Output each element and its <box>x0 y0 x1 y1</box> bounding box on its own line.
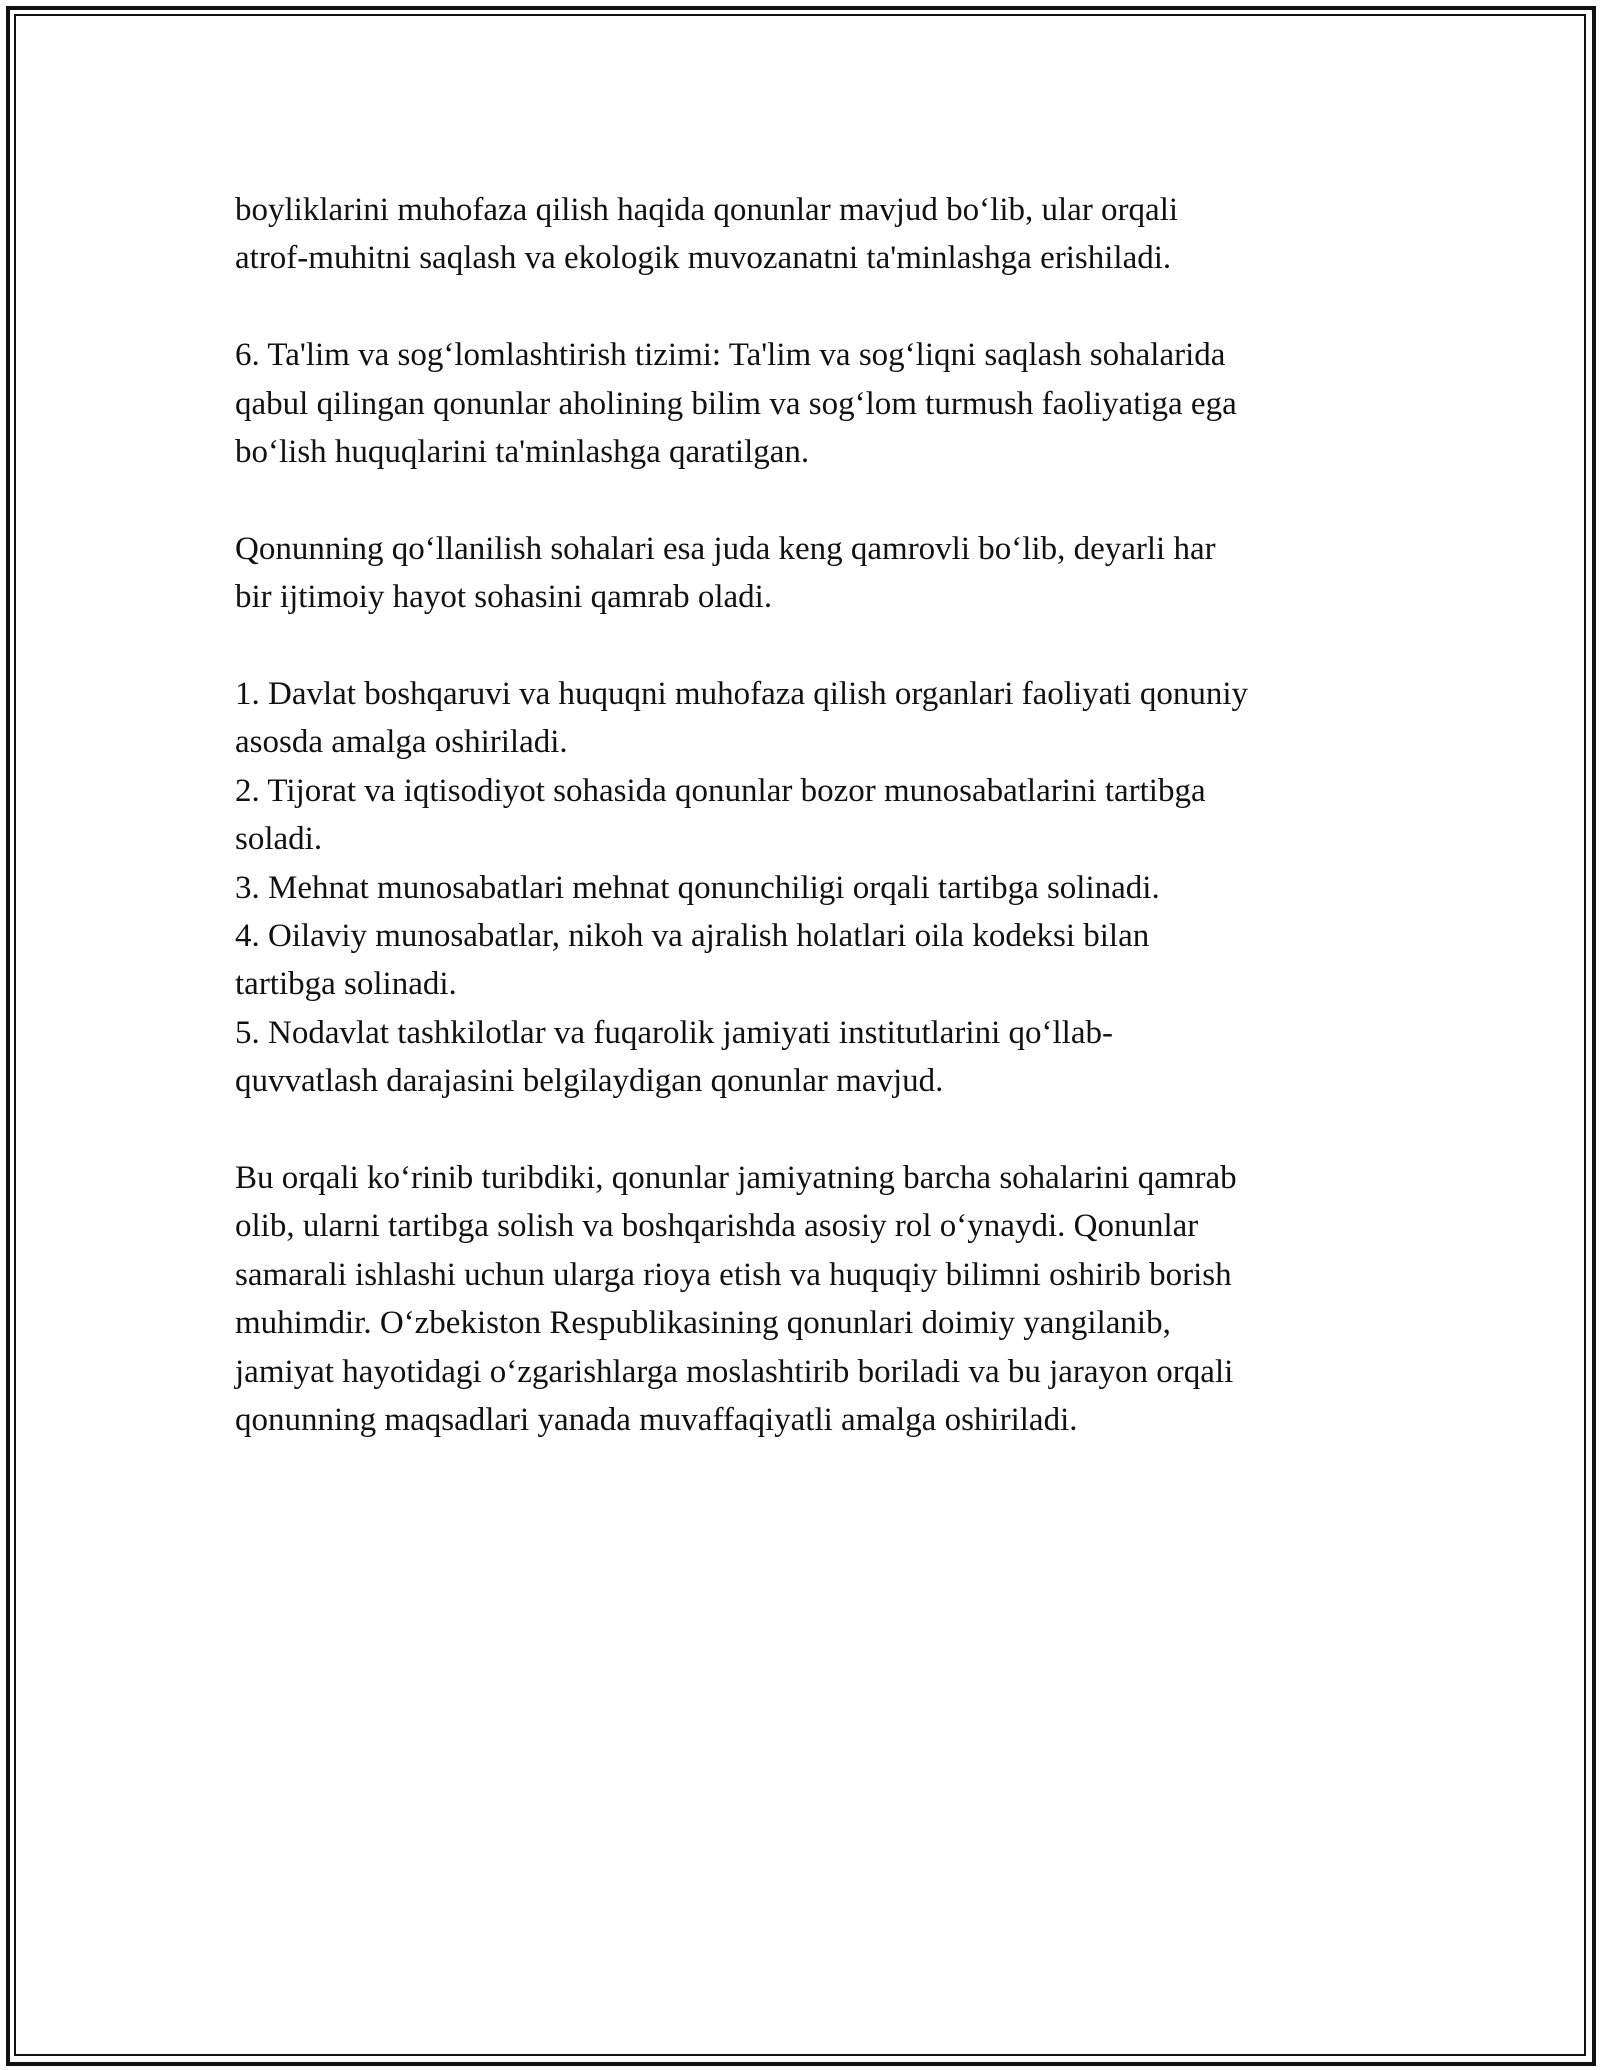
text-line: qabul qilingan qonunlar aholining bilim va sog‘lom turmush faoliyatiga ega <box>235 385 1237 422</box>
text-line: Bu orqali ko‘rinib turibdiki, qonunlar jamiyatning barcha sohalarini qamrab <box>235 1160 1237 1197</box>
text-line: soladi. <box>235 821 323 858</box>
text-line: 1. Davlat boshqaruvi va huquqni muhofaza qilish organlari faoliyati qonuniy <box>235 676 1249 713</box>
text-line: asosda amalga oshiriladi. <box>235 724 568 761</box>
text-line: olib, ularni tartibga solish va boshqarishda asosiy rol o‘ynaydi. Qonunlar <box>235 1208 1199 1245</box>
text-line: 5. Nodavlat tashkilotlar va fuqarolik jamiyati institutlarini qo‘llab- <box>235 1014 1113 1051</box>
text-line: 6. Ta'lim va sog‘lomlashtirish tizimi: Ta'lim va sog‘liqni saqlash sohalarida <box>235 337 1226 374</box>
text-line: Qonunning qo‘llanilish sohalari esa juda keng qamrovli bo‘lib, deyarli har <box>235 530 1216 567</box>
text-line: tartibga solinadi. <box>235 966 457 1003</box>
text-line: muhimdir. O‘zbekiston Respublikasining qonunlari doimiy yangilanib, <box>235 1305 1171 1342</box>
text-line: samarali ishlashi uchun ularga rioya etish va huquqiy bilimni oshirib borish <box>235 1256 1232 1293</box>
text-line: bir ijtimoiy hayot sohasini qamrab oladi. <box>235 579 773 616</box>
text-line: 4. Oilaviy munosabatlar, nikoh va ajralish holatlari oila kodeksi bilan <box>235 918 1150 955</box>
text-line: quvvatlash darajasini belgilaydigan qonunlar mavjud. <box>235 1063 944 1100</box>
document-body <box>235 186 1375 1445</box>
text-line: bo‘lish huquqlarini ta'minlashga qaratilgan. <box>235 434 810 471</box>
paragraph-gap <box>235 476 1375 524</box>
text-line: jamiyat hayotidagi o‘zgarishlarga moslashtirib boriladi va bu jarayon orqali <box>235 1353 1234 1390</box>
paragraph-gap <box>235 622 1375 670</box>
text-line: boyliklarini muhofaza qilish haqida qonunlar mavjud bo‘lib, ular orqali <box>235 192 1179 228</box>
text-line: atrof-muhitni saqlash va ekologik muvozanatni ta'minlashga erishiladi. <box>235 240 1172 277</box>
paragraph-gap <box>235 1106 1375 1154</box>
text-line: 3. Mehnat munosabatlari mehnat qonunchiligi orqali tartibga solinadi. <box>235 869 1160 906</box>
text-line: qonunning maqsadlari yanada muvaffaqiyatli amalga oshiriladi. <box>235 1402 1078 1439</box>
text-line: 2. Tijorat va iqtisodiyot sohasida qonunlar bozor munosabatlarini tartibga <box>235 772 1206 809</box>
paragraph-gap <box>235 283 1375 331</box>
